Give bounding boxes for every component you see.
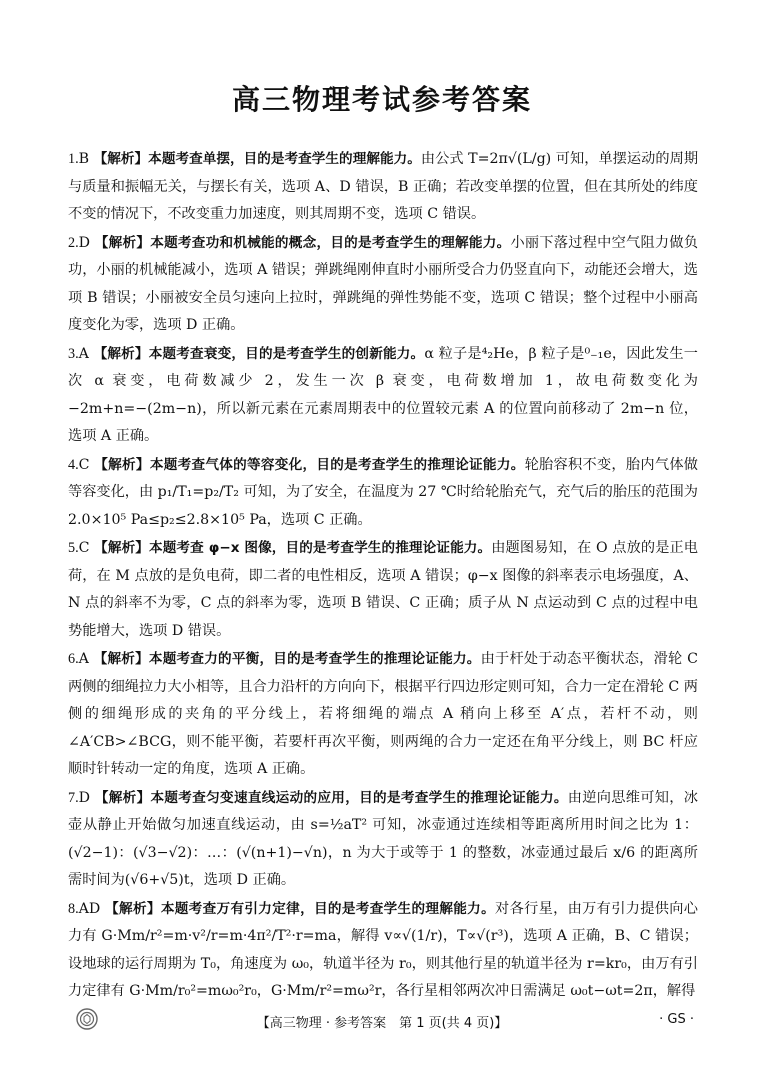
answer-number: 1.: [68, 151, 79, 167]
answer-item: [68, 341, 698, 451]
answer-number: 6.: [68, 651, 79, 667]
answer-item: [68, 452, 698, 535]
page-footer: [0, 1004, 764, 1034]
answer-text: α 粒子是⁴₂He，β 粒子是⁰₋₁e，因此发生一次 α 衰变，电荷数减少 2，发生一次 β 衰变，电荷数增加 1，故电荷数变化为 −2m+n=−(2m−n)，所以新元素在元素周期表中的位置较元素 A 的位置向前移动了 2m−n 位，选项 A 正确。: [68, 345, 698, 444]
answer-analysis-tag: 【解析】本题考查单摆，目的是考查学生的理解能力。: [93, 151, 421, 167]
answer-key: A: [78, 651, 89, 667]
answer-key: C: [78, 456, 90, 473]
answer-analysis-tag: 【解析】本题考查 φ−x 图像，目的是考查学生的推理论证能力。: [94, 540, 492, 556]
answer-text: 轮胎容积不变，胎内气体做等容变化，由 p₁/T₁=p₂/T₂ 可知，为了安全，在温度为 27 ℃时给轮胎充气，充气后的胎压的范围为 2.0×10⁵ Pa≤p₂≤2.8×10⁵ Pa，选项 C 正确。: [68, 456, 698, 528]
answer-number: 5.: [68, 540, 79, 556]
answer-key: B: [78, 151, 90, 167]
answer-number: 3.: [68, 345, 79, 362]
answer-text: 由公式 T=2π√(L/g) 可知，单摆运动的周期与质量和振幅无关，与摆长有关，选项 A、D 错误，B 正确；若改变单摆的位置，但在其所处的纬度不变的情况下，不改变重力加速度，则其周期不变，选项 C 错误。: [68, 151, 699, 222]
answer-analysis-tag: 【解析】本题考查功和机械能的概念，目的是考查学生的理解能力。: [94, 234, 511, 251]
answer-text: 对各行星，由万有引力提供向心力有 G·Mm/r²=m·v²/r=m·4π²/T²·r=ma，解得 v∝√(1/r)，T∝√(r³)，选项 A 正确，B、C 错误；设地球的运行周期为 T₀，角速度为 ω₀，轨道半径为 r₀，则其他行星的轨道半径为 r=kr₀，由万有引力定律有 G·Mm/r₀²=mω₀²r₀，G·Mm/r²=mω²r，各行星相邻两次冲日需满足 ω₀t−ωt=2π，解得: [68, 900, 698, 999]
answer-key: D: [78, 234, 91, 251]
answer-analysis-tag: 【解析】本题考查万有引力定律，目的是考查学生的理解能力。: [105, 900, 496, 917]
answer-number: 4.: [68, 456, 79, 473]
answer-analysis-tag: 【解析】本题考查匀变速直线运动的应用，目的是考查学生的推理论证能力。: [94, 789, 568, 806]
answer-text: 由逆向思维可知，冰壶从静止开始做匀加速直线运动，由 s=½aT² 可知，冰壶通过连续相等距离所用时间之比为 1：(√2−1)：(√3−√2)：…：(√(n+1)−√n)，n 为大于或等于 1 的整数，冰壶通过最后 x/6 的距离所需时间为(√6+√5)t，选项 D 正确。: [68, 789, 698, 888]
answer-item: [68, 230, 698, 340]
answer-text: 由于杆处于动态平衡状态，滑轮 C 两侧的细绳拉力大小相等，且合力沿杆的方向向下，根据平行四边形定则可知，合力一定在滑轮 C 两侧的细绳形成的夹角的平分线上，若将细绳的端点 A 稍向上移至 A′点，若杆不动，则∠A′CB>∠BCG，则不能平衡，若要杆再次平衡，则两绳的合力一定还在角平分线上，则 BC 杆应顺时针转动一定的角度，选项 A 正确。: [68, 651, 698, 777]
answer-key: A: [78, 345, 89, 362]
answer-text: 由题图易知，在 O 点放的是正电荷，在 M 点放的是负电荷，即二者的电性相反，选项 A 错误；φ−x 图像的斜率表示电场强度，A、N 点的斜率不为零，C 点的斜率为零，选项 B 错误、C 正确；质子从 N 点运动到 C 点的过程中电势能增大，选项 D 错误。: [68, 540, 698, 639]
answer-text: 小丽下落过程中空气阻力做负功，小丽的机械能减小，选项 A 错误；弹跳绳刚伸直时小丽所受合力仍竖直向下，动能还会增大，选项 B 错误；小丽被安全员匀速向上拉时，弹跳绳的弹性势能不变，选项 C 错误；整个过程中小丽高度变化为零，选项 D 正确。: [68, 234, 699, 333]
answer-analysis-tag: 【解析】本题考查气体的等容变化，目的是考查学生的推理论证能力。: [94, 456, 525, 473]
page-title: 高三物理考试参考答案: [231, 83, 532, 116]
answer-number: 8.: [68, 900, 79, 917]
answer-analysis-tag: 【解析】本题考查力的平衡，目的是考查学生的推理论证能力。: [93, 651, 481, 667]
answer-item: [68, 646, 698, 784]
footer-code: · GS ·: [659, 1012, 694, 1027]
footer-page-info: 【高三物理 · 参考答案 第 1 页(共 4 页)】: [256, 1016, 508, 1031]
answer-key: D: [78, 789, 91, 806]
answer-number: 7.: [68, 789, 79, 806]
answer-item: [68, 535, 698, 645]
answer-item: [68, 785, 698, 895]
answer-item: [68, 146, 698, 229]
answers-list: [68, 146, 698, 1007]
answer-item: [68, 896, 698, 1006]
answer-number: 2.: [68, 234, 79, 251]
answer-key: AD: [78, 900, 101, 917]
answer-analysis-tag: 【解析】本题考查衰变，目的是考查学生的创新能力。: [93, 345, 425, 362]
answer-key: C: [78, 540, 90, 556]
